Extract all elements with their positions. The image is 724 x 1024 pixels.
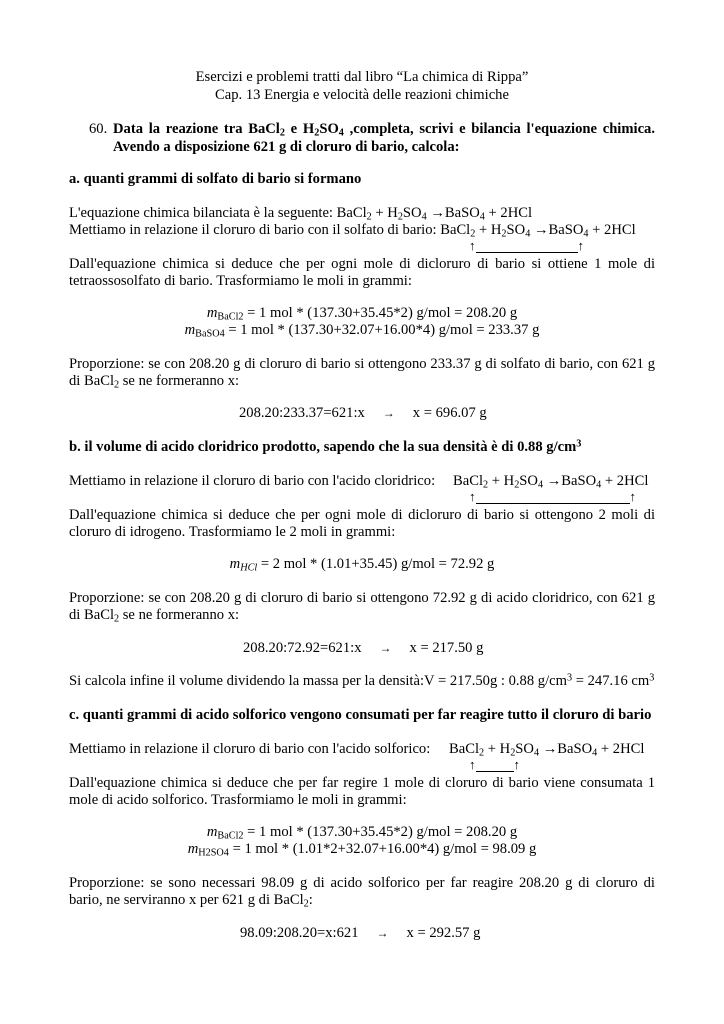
header-title: Esercizi e problemi tratti dal libro “La chimica di Rippa” xyxy=(195,69,529,85)
part-c-explanation-line2: mole di acido solforico. Trasformiamo le moli in grammi: xyxy=(69,792,407,808)
problem-number: 60. xyxy=(89,121,108,137)
part-b-title: b. il volume di acido cloridrico prodotto, sapendo che la sua densità è di 0.88 $g/cm^3$ xyxy=(69,438,582,455)
part-c-calc-h2so4: $m_{H2SO4} = 1$ mol * (1.01*2+32.07+16.00*4) g/mol = 98.09 g xyxy=(187,841,537,859)
part-c-explanation-line1: Dall'equazione chimica si deduce che per far regire 1 mole di cloruro di bario viene consumata 1 xyxy=(69,775,655,791)
part-c-relation-equation: BaCl$_2$ + $H_2SO_4$ →BaSO$_4$ + 2HCl xyxy=(449,741,645,759)
part-c-calc-bacl2: $m_{BaCl2} = 1$ mol * (137.30+35.45*2) g/mol = 208.20 g xyxy=(206,824,518,842)
part-a-calc-bacl2: $m_{BaCl2} = 1$ mol * (137.30+35.45*2) g/mol = 208.20 g xyxy=(206,305,518,323)
part-b-explanation-line1: Dall'equazione chimica si deduce che per ogni mole di dicloruro di bario si ottengono 2 moli di xyxy=(69,507,655,523)
part-b-relation-label: Mettiamo in relazione il cloruro di bario con l'acido cloridrico: xyxy=(69,473,436,489)
link-underline xyxy=(476,241,578,253)
up-arrow-icon: ↑ xyxy=(577,238,584,253)
part-a-explanation-line1: Dall'equazione chimica si deduce che per ogni mole di dicloruro di bario si ottiene 1 mole di xyxy=(69,256,655,272)
part-b-relation-equation: BaCl$_2$ + $H_2SO_4$ →BaSO$_4$ + 2HCl xyxy=(453,473,649,491)
part-c-link-arrows xyxy=(469,757,520,772)
link-underline xyxy=(476,492,630,504)
right-arrow-icon: → xyxy=(379,641,392,655)
link-underline xyxy=(476,760,514,772)
part-b-calc-hcl: $m_{HCl} = 2$ mol * (1.01+35.45) g/mol = 72.92 g xyxy=(229,556,495,574)
part-c-proportion-line1: Proporzione: se sono necessari 98.09 g di acido solforico per far reagire 208.20 g di cloruro di xyxy=(69,875,655,891)
part-a-relation: Mettiamo in relazione il cloruro di bario con il solfato di bario: BaCl$_2$ + $H_2SO_4$ →BaSO$_4$ + 2HCl xyxy=(69,222,636,240)
part-a-link-arrows xyxy=(469,238,584,253)
part-c-relation-label: Mettiamo in relazione il cloruro di bario con l'acido solforico: xyxy=(69,741,431,757)
problem-statement-line1: Data la reazione tra BaCl$_2$ e $H_2SO_4$ ,completa, scrivi e bilancia l'equazione chimica. xyxy=(113,121,655,139)
part-a-result: 208.20:233.37=621:x → x = 696.07 g xyxy=(239,405,487,421)
part-a-proportion-line2: di BaCl$_2$ se ne formeranno x: xyxy=(69,373,240,391)
part-b-explanation-line2: cloruro di idrogeno. Trasformiamo le 2 moli in grammi: xyxy=(69,524,396,540)
header-chapter: Cap. 13 Energia e velocità delle reazioni chimiche xyxy=(215,87,509,103)
part-a-equation: L'equazione chimica bilanciata è la seguente: BaCl$_2$ + $H_2SO_4$ →BaSO$_4$ + 2HCl xyxy=(69,205,533,223)
part-b-result: 208.20:72.92=621:x → x = 217.50 g xyxy=(243,640,484,656)
part-b-link-arrows xyxy=(469,489,636,504)
part-c-proportion-line2: bario, ne serviranno x per 621 g di BaCl$_2$: xyxy=(69,892,313,910)
problem-statement-line2: Avendo a disposizione 621 g di cloruro di bario, calcola: xyxy=(113,139,460,155)
right-arrow-icon: → xyxy=(376,926,389,940)
up-arrow-icon: ↑ xyxy=(469,489,476,504)
part-a-title: a. quanti grammi di solfato di bario si formano xyxy=(69,171,362,187)
up-arrow-icon: ↑ xyxy=(469,238,476,253)
up-arrow-icon: ↑ xyxy=(629,489,636,504)
part-c-title: c. quanti grammi di acido solforico vengono consumati per far reagire tutto il cloruro di bario xyxy=(69,707,652,723)
part-c-result: 98.09:208.20=x:621 → x = 292.57 g xyxy=(240,925,481,941)
part-b-volume: Si calcola infine il volume dividendo la massa per la densità:V = 217.50g : 0.88 $g/cm^3 = 247.16$ $cm^3$ xyxy=(69,672,655,689)
part-a-calc-baso4: $m_{BaSO4} = 1$ mol * (137.30+32.07+16.00*4) g/mol = 233.37 g xyxy=(184,322,540,340)
part-a-proportion-line1: Proporzione: se con 208.20 g di cloruro di bario si ottengono 233.37 g di solfato di bario, con 621 g xyxy=(69,356,655,372)
part-a-explanation-line2: tetraossosolfato di bario. Trasformiamo le moli in grammi: xyxy=(69,273,412,289)
up-arrow-icon: ↑ xyxy=(469,757,476,772)
part-b-proportion-line2: di BaCl$_2$ se ne formeranno x: xyxy=(69,607,240,625)
right-arrow-icon: → xyxy=(382,406,395,420)
up-arrow-icon: ↑ xyxy=(513,757,520,772)
part-b-proportion-line1: Proporzione: se con 208.20 g di cloruro di bario si ottengono 72.92 g di acido cloridrico, con 621 g xyxy=(69,590,655,606)
